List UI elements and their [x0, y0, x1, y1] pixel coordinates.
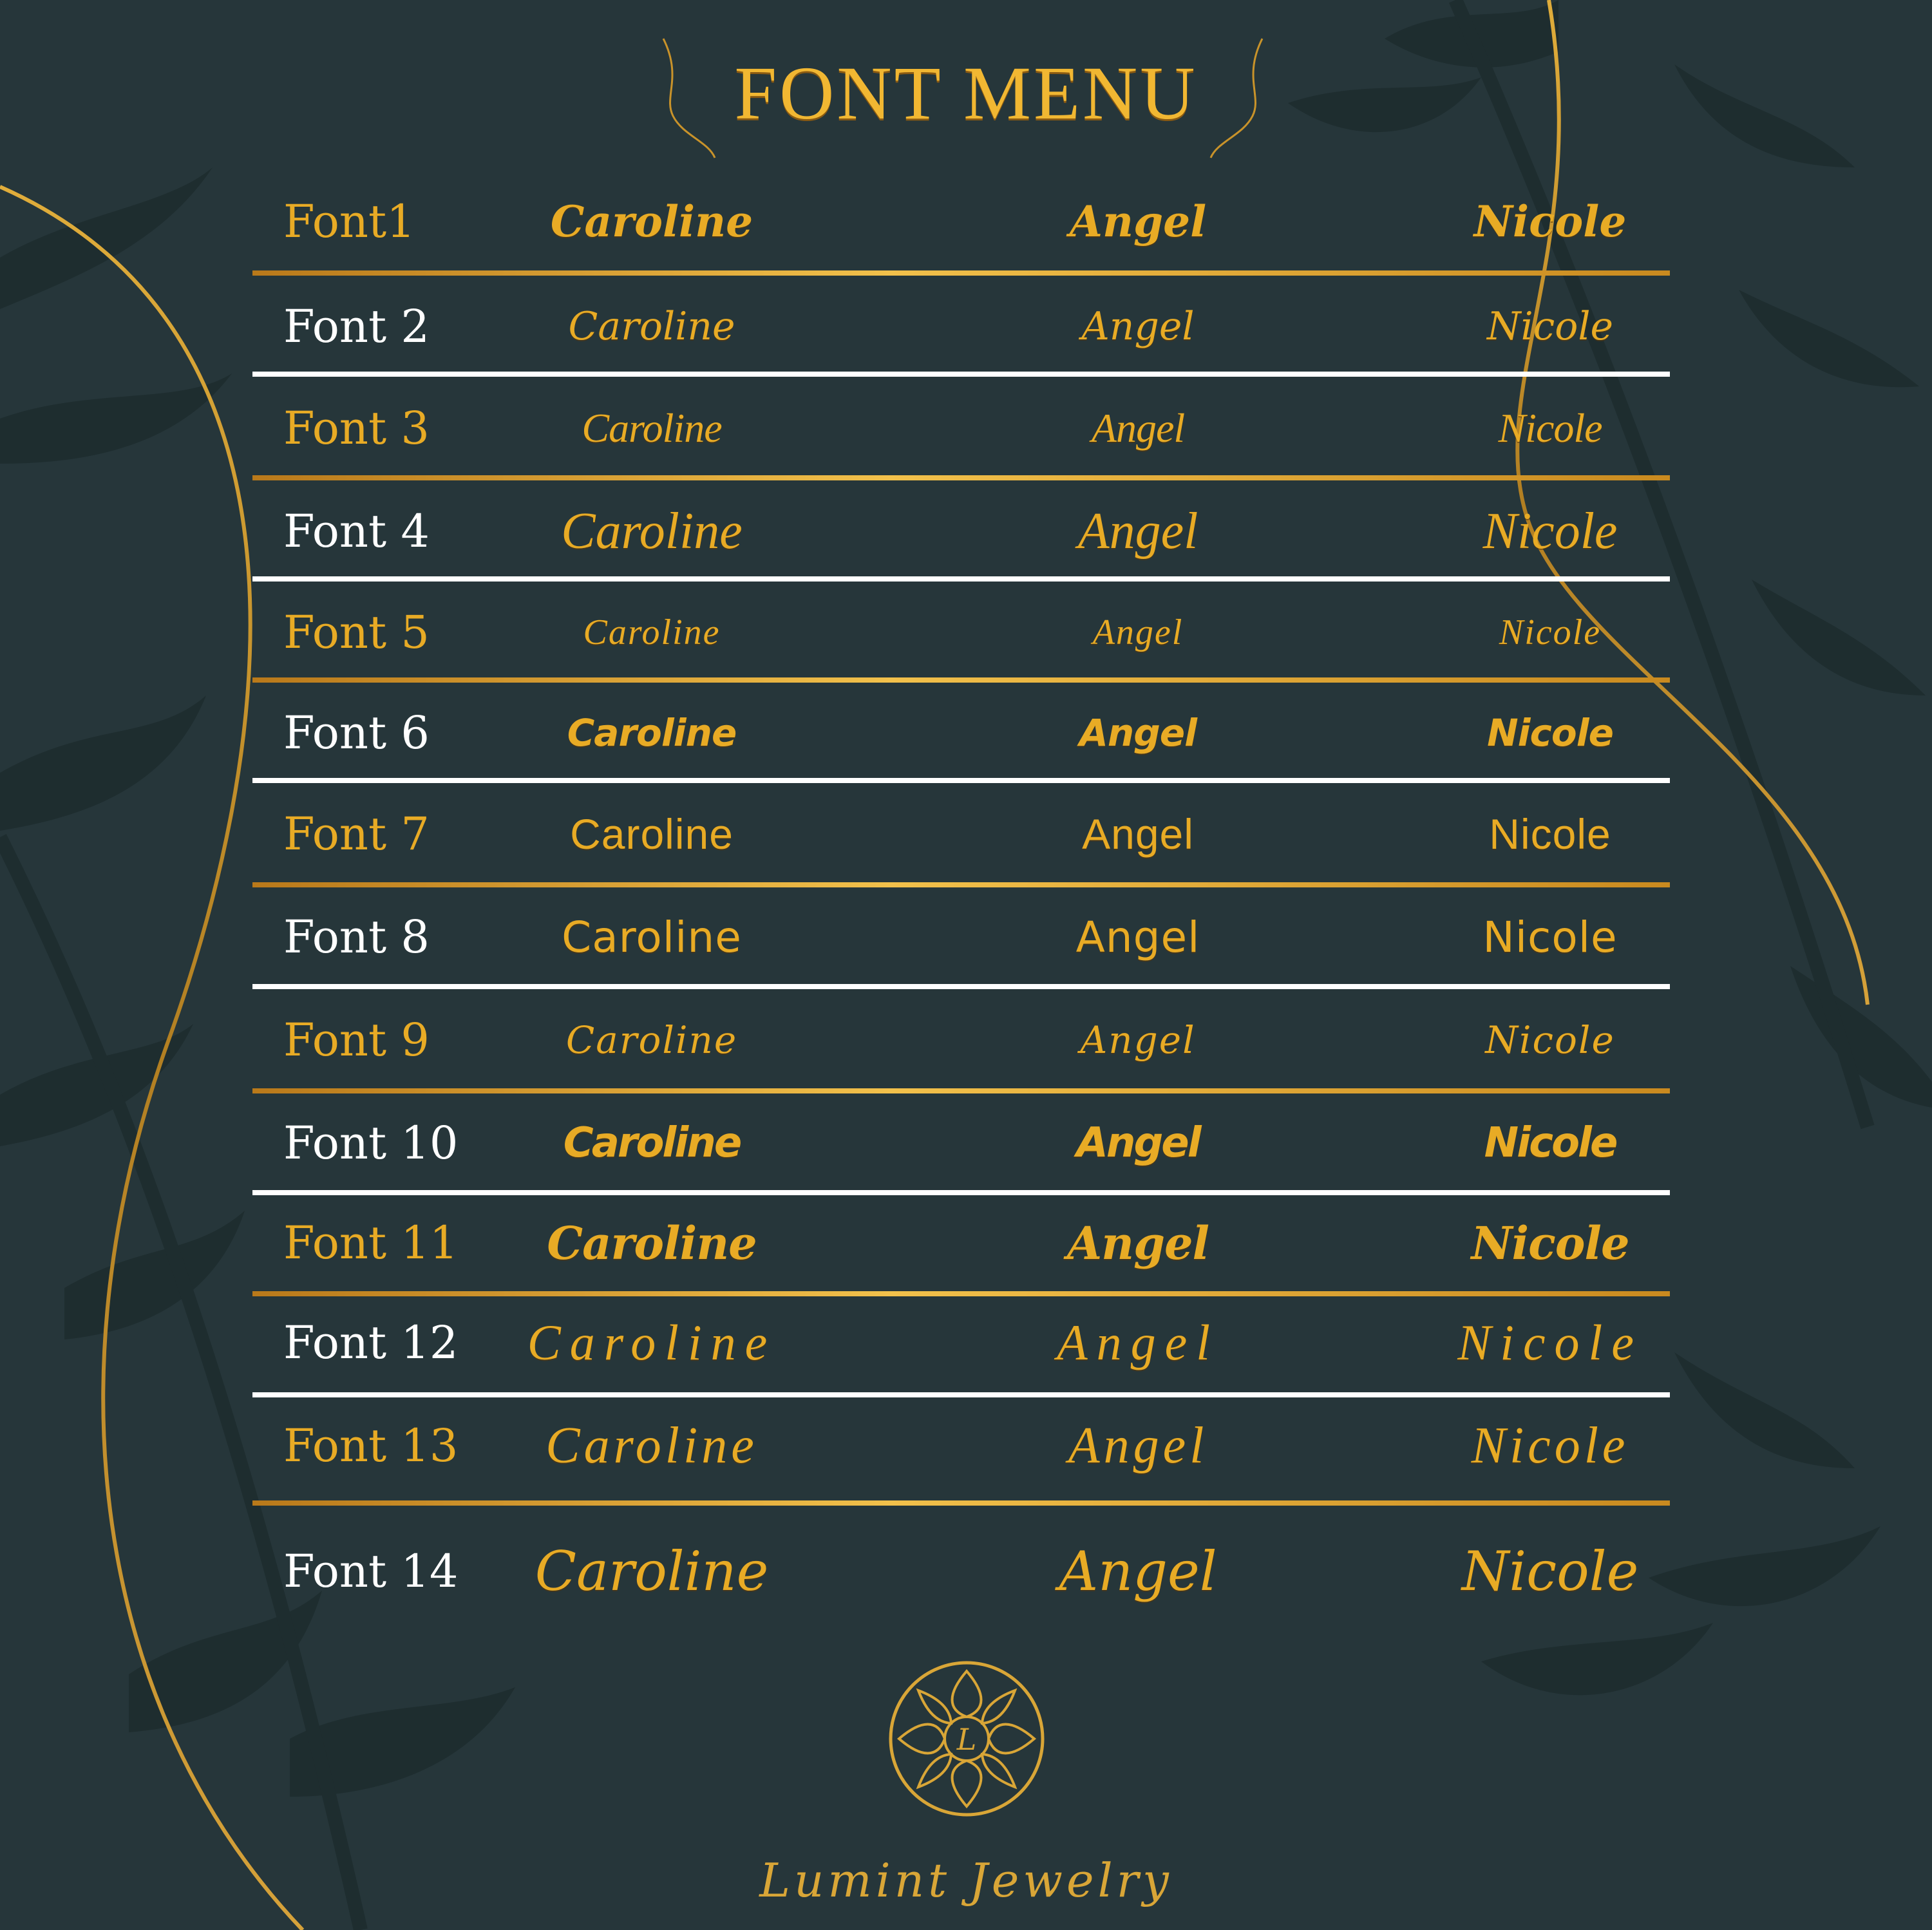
row-divider — [252, 1291, 1670, 1296]
font-row-label: Font 3 — [283, 402, 430, 455]
font-row: Font 8 Caroline Angel Nicole — [252, 889, 1670, 985]
page-title: FONT MENU — [734, 51, 1198, 135]
font-row: Font1 Caroline Angel Nicole — [252, 174, 1670, 269]
font-row: Font 2 Caroline Angel Nicole — [252, 278, 1670, 375]
font-row: Font 7 Caroline Angel Nicole — [252, 786, 1670, 882]
logo-monogram: L — [956, 1722, 977, 1757]
row-divider — [252, 1500, 1670, 1506]
font-row-label: Font 7 — [283, 808, 430, 860]
font-row: Font 11 Caroline Angel Nicole — [252, 1195, 1670, 1291]
font-row-label: Font 2 — [283, 300, 430, 353]
font-row: Font 5 Caroline Angel Nicole — [252, 584, 1670, 681]
font-row: Font 12 Caroline Angel Nicole — [252, 1294, 1670, 1391]
font-row: Font 14 Caroline Angel Nicole — [252, 1510, 1670, 1632]
font-row-label: Font 11 — [283, 1216, 459, 1269]
font-row: Font 3 Caroline Angel Nicole — [252, 380, 1670, 477]
font-row-label: Font 8 — [283, 911, 430, 963]
row-divider — [252, 372, 1670, 377]
font-row-label: Font 10 — [283, 1117, 459, 1169]
font-row-label: Font 9 — [283, 1014, 430, 1066]
font-row-label: Font 6 — [283, 706, 430, 759]
font-row-label: Font 14 — [283, 1545, 459, 1598]
font-row-label: Font 13 — [283, 1419, 459, 1472]
brand-logo-emblem — [886, 1658, 1047, 1819]
row-divider — [252, 576, 1670, 582]
row-divider — [252, 475, 1670, 480]
font-row: Font 13 Caroline Angel Nicole — [252, 1397, 1670, 1494]
row-divider — [252, 984, 1670, 989]
font-row-label: Font1 — [283, 195, 415, 248]
row-divider — [252, 778, 1670, 783]
font-row-label: Font 12 — [283, 1316, 459, 1369]
font-row-label: Font 5 — [283, 606, 430, 659]
font-row: Font 4 Caroline Angel Nicole — [252, 483, 1670, 580]
font-row: Font 10 Caroline Angel Nicole — [252, 1095, 1670, 1191]
row-divider — [252, 1190, 1670, 1195]
row-divider — [252, 677, 1670, 683]
row-divider — [252, 1392, 1670, 1397]
font-row-label: Font 4 — [283, 505, 430, 558]
row-divider — [252, 882, 1670, 887]
row-divider — [252, 1088, 1670, 1093]
row-divider — [252, 270, 1670, 276]
font-row: Font 6 Caroline Angel Nicole — [252, 685, 1670, 781]
font-row: Font 9 Caroline Angel Nicole — [252, 992, 1670, 1088]
brand-name: Lumint Jewelry — [759, 1853, 1173, 1907]
